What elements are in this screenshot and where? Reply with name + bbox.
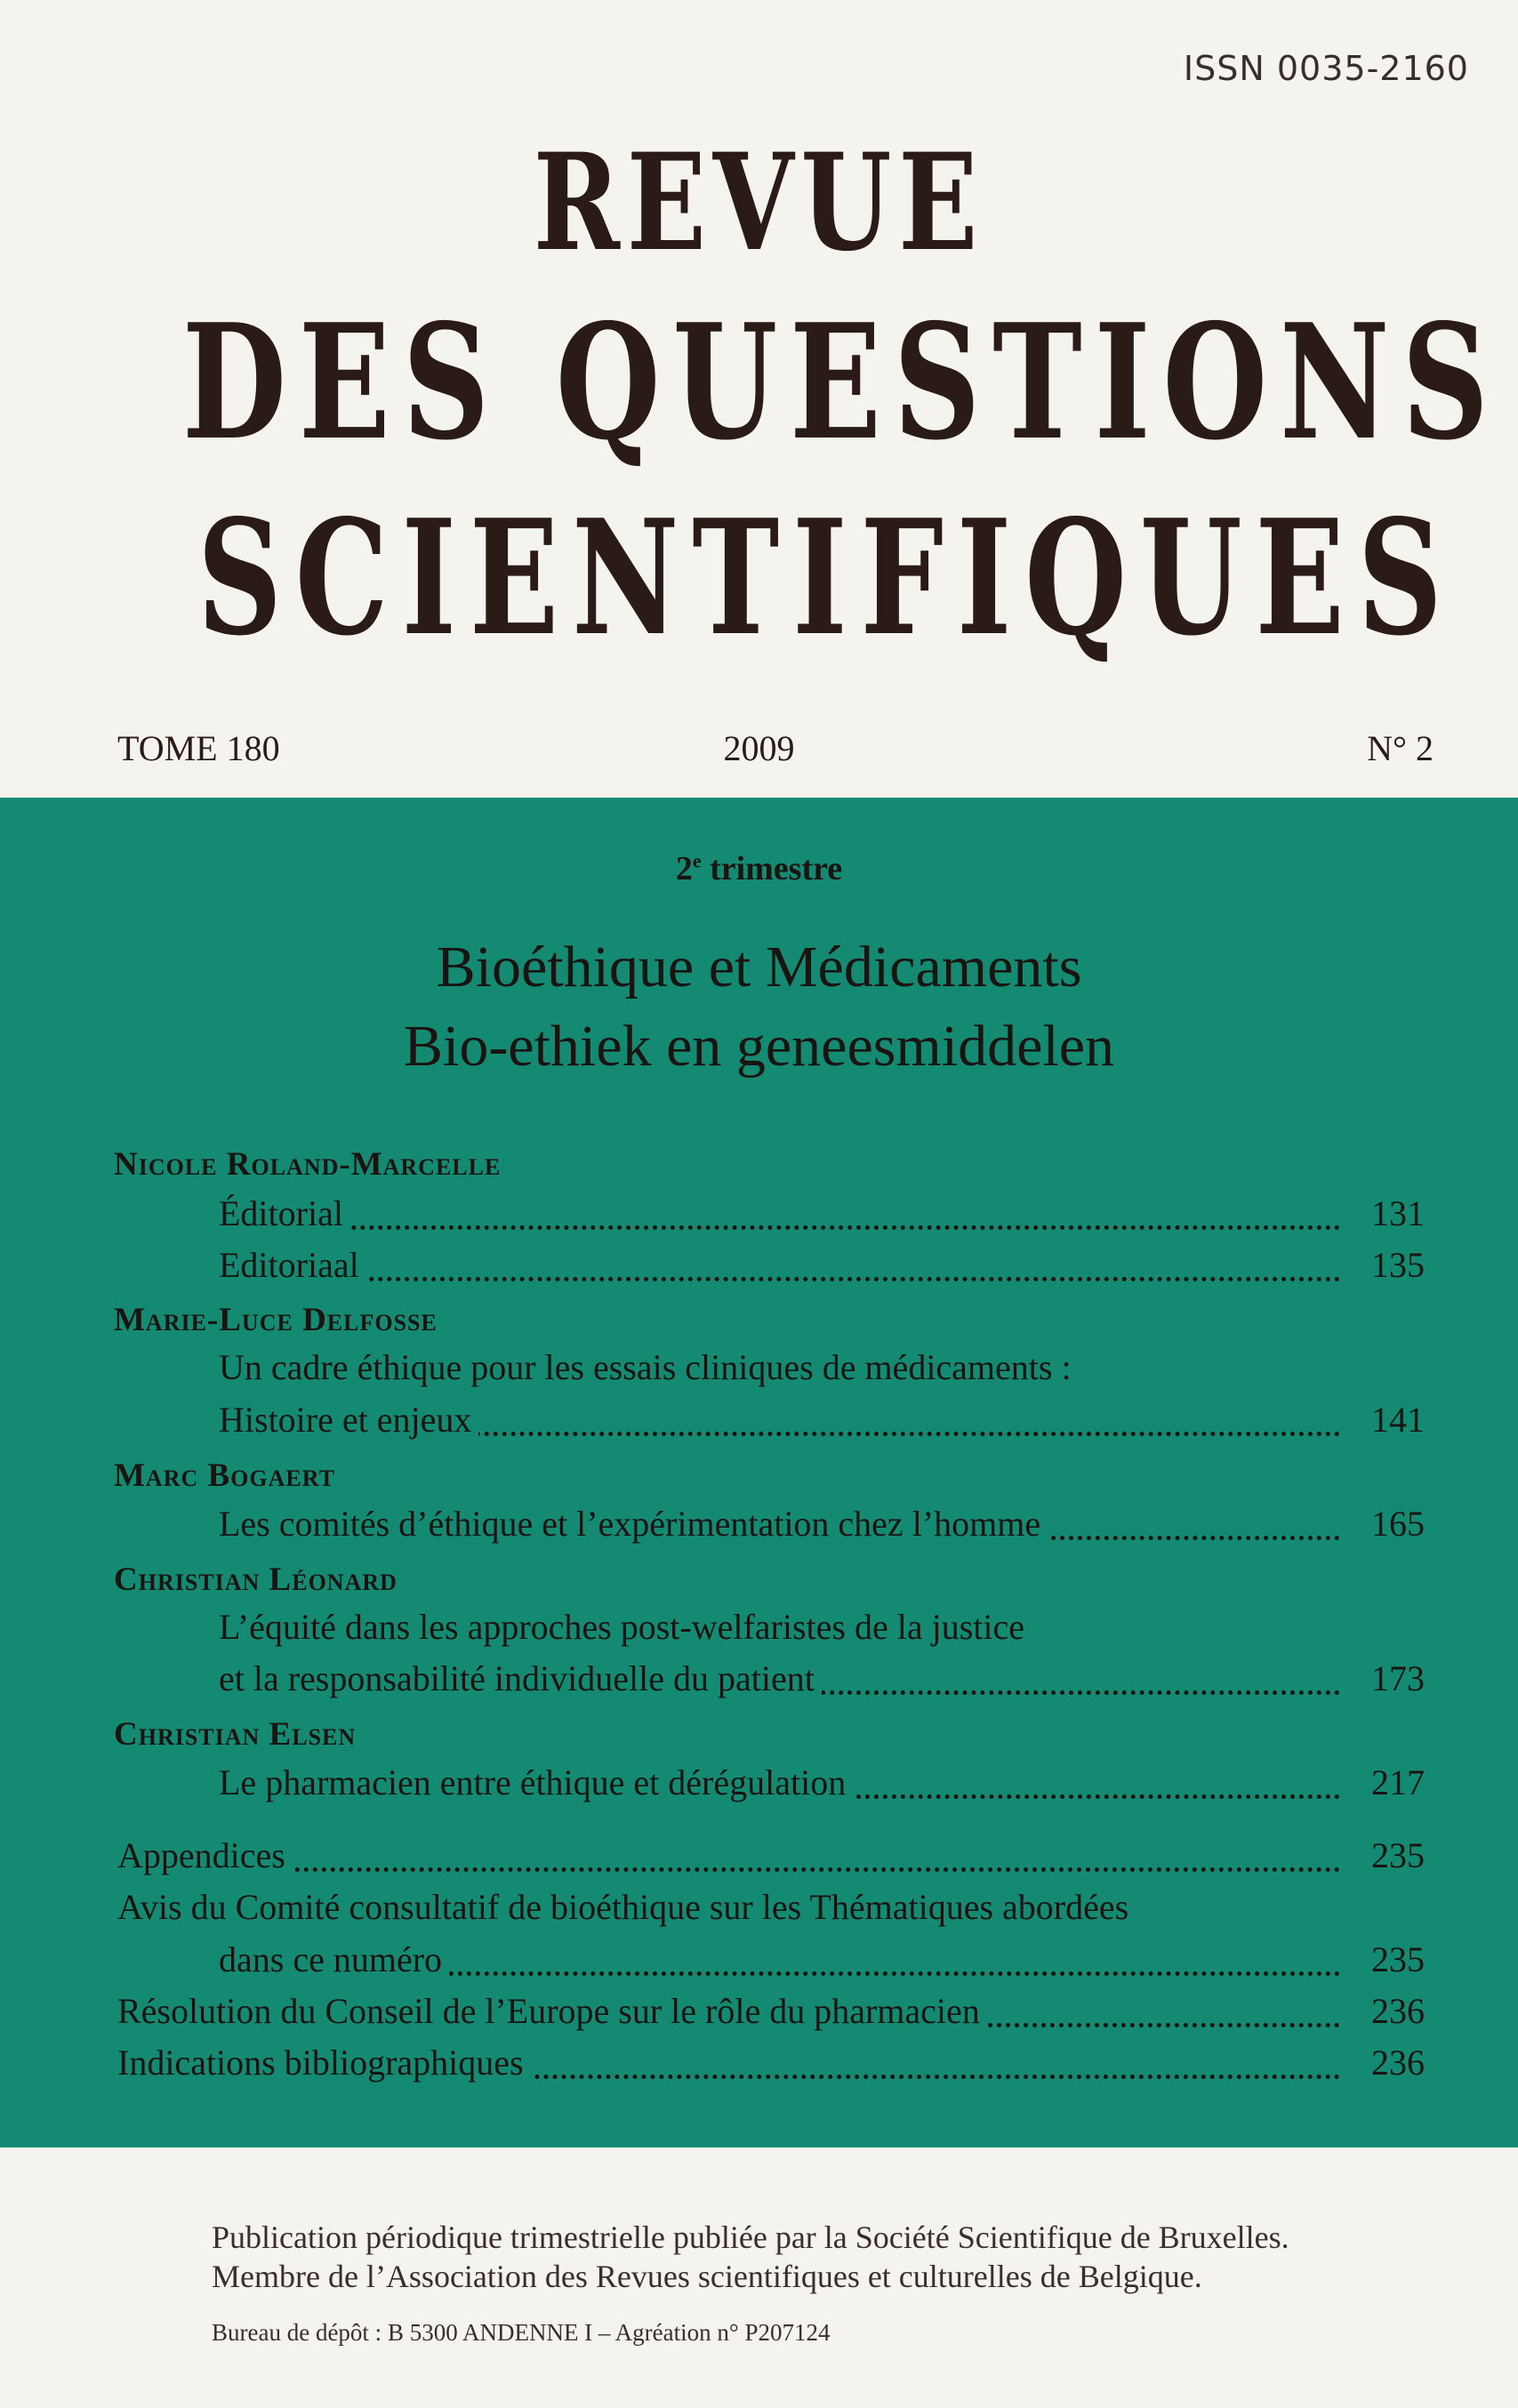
footer-publication-line: Publication périodique trimestrielle publiée par la Société Scientifique de Bruxelles.: [212, 2219, 1289, 2255]
toc-author: Marie-Luce Delfosse: [114, 1302, 438, 1338]
theme-title-fr: Bioéthique et Médicaments: [436, 935, 1082, 999]
toc-entry[interactable]: [219, 1762, 1425, 1804]
toc-entry-page: 235: [1368, 1942, 1425, 1978]
toc-entry-title: Le pharmacien entre éthique et dérégulation: [219, 1762, 853, 1802]
toc-entry-title: dans ce numéro: [219, 1939, 449, 1979]
toc-entry-title: Appendices: [117, 1835, 293, 1875]
toc-entry-title: Editoriaal: [219, 1245, 366, 1285]
toc-entry-title: et la responsabilité individuelle du patient: [219, 1658, 822, 1698]
issue-number: N° 2: [1367, 728, 1434, 768]
issn-label: ISSN 0035-2160: [1183, 49, 1469, 88]
toc-entry-title: Résolution du Conseil de l’Europe sur le rôle du pharmacien: [117, 1991, 987, 2031]
toc-entry-title-line: Un cadre éthique pour les essais cliniques de médicaments :: [219, 1347, 1072, 1387]
toc-entry-page: 236: [1368, 1994, 1425, 2029]
toc-entry[interactable]: [219, 1506, 1425, 1545]
leader-dots: [219, 1225, 1340, 1230]
contents-band: [0, 798, 1518, 2147]
toc-entry-page: 135: [1368, 1248, 1425, 1283]
masthead-line-3: SCIENTIFIQUES: [197, 485, 1456, 670]
footer-membership-line: Membre de l’Association des Revues scientifiques et culturelles de Belgique.: [212, 2259, 1202, 2294]
toc-entry-title-line: Avis du Comité consultatif de bioéthique sur les Thématiques abordées: [117, 1887, 1129, 1927]
toc-entry-page: 235: [1368, 1838, 1425, 1874]
theme-title-nl: Bio-ethiek en geneesmiddelen: [403, 1014, 1115, 1079]
toc-entry[interactable]: [117, 2045, 1425, 2084]
toc-author: Christian Léonard: [114, 1561, 398, 1598]
toc-author: Christian Elsen: [114, 1716, 357, 1753]
masthead-line-2: DES QUESTIONS: [181, 289, 1501, 475]
toc-entry-page: 141: [1368, 1402, 1425, 1438]
toc-entry[interactable]: [117, 1835, 1425, 1877]
toc-entry[interactable]: [219, 1245, 1425, 1287]
toc-entry-title: Histoire et enjeux: [219, 1400, 478, 1440]
leader-dots: [117, 1867, 1340, 1872]
footer-deposit-line: Bureau de dépôt : B 5300 ANDENNE I – Agréation n° P207124: [212, 2319, 831, 2346]
toc-entry-title: Éditorial: [219, 1193, 350, 1233]
toc-entry-page: 236: [1368, 2045, 1425, 2081]
toc-author: Nicole Roland-Marcelle: [114, 1146, 502, 1183]
trimestre-number: 2: [675, 850, 693, 887]
toc-entry[interactable]: [219, 1193, 1425, 1235]
toc-entry-title-line: L’équité dans les approches post-welfaristes de la justice: [219, 1607, 1025, 1647]
tome-label: TOME 180: [117, 728, 280, 768]
toc-entry[interactable]: [219, 1658, 1425, 1700]
trimestre-word: trimestre: [701, 850, 843, 887]
trimestre-label: [0, 849, 1518, 888]
toc-author: Marc Bogaert: [114, 1457, 335, 1494]
toc-entry[interactable]: [219, 1402, 1425, 1441]
year-label: 2009: [723, 728, 795, 768]
toc-entry-title: Les comités d’éthique et l’expérimentation chez l’homme: [219, 1504, 1048, 1544]
toc-entry-title: Indications bibliographiques: [117, 2043, 531, 2083]
toc-entry-page: 173: [1368, 1661, 1425, 1697]
trimestre-superscript: e: [692, 849, 702, 872]
toc-entry-page: 165: [1368, 1506, 1425, 1542]
masthead-line-1: REVUE: [533, 124, 985, 281]
toc-entry[interactable]: [219, 1939, 1425, 1981]
toc-entry-page: 217: [1368, 1765, 1425, 1801]
leader-dots: [219, 1277, 1340, 1281]
toc-entry[interactable]: [117, 1991, 1425, 2033]
toc-entry-page: 131: [1368, 1196, 1425, 1232]
